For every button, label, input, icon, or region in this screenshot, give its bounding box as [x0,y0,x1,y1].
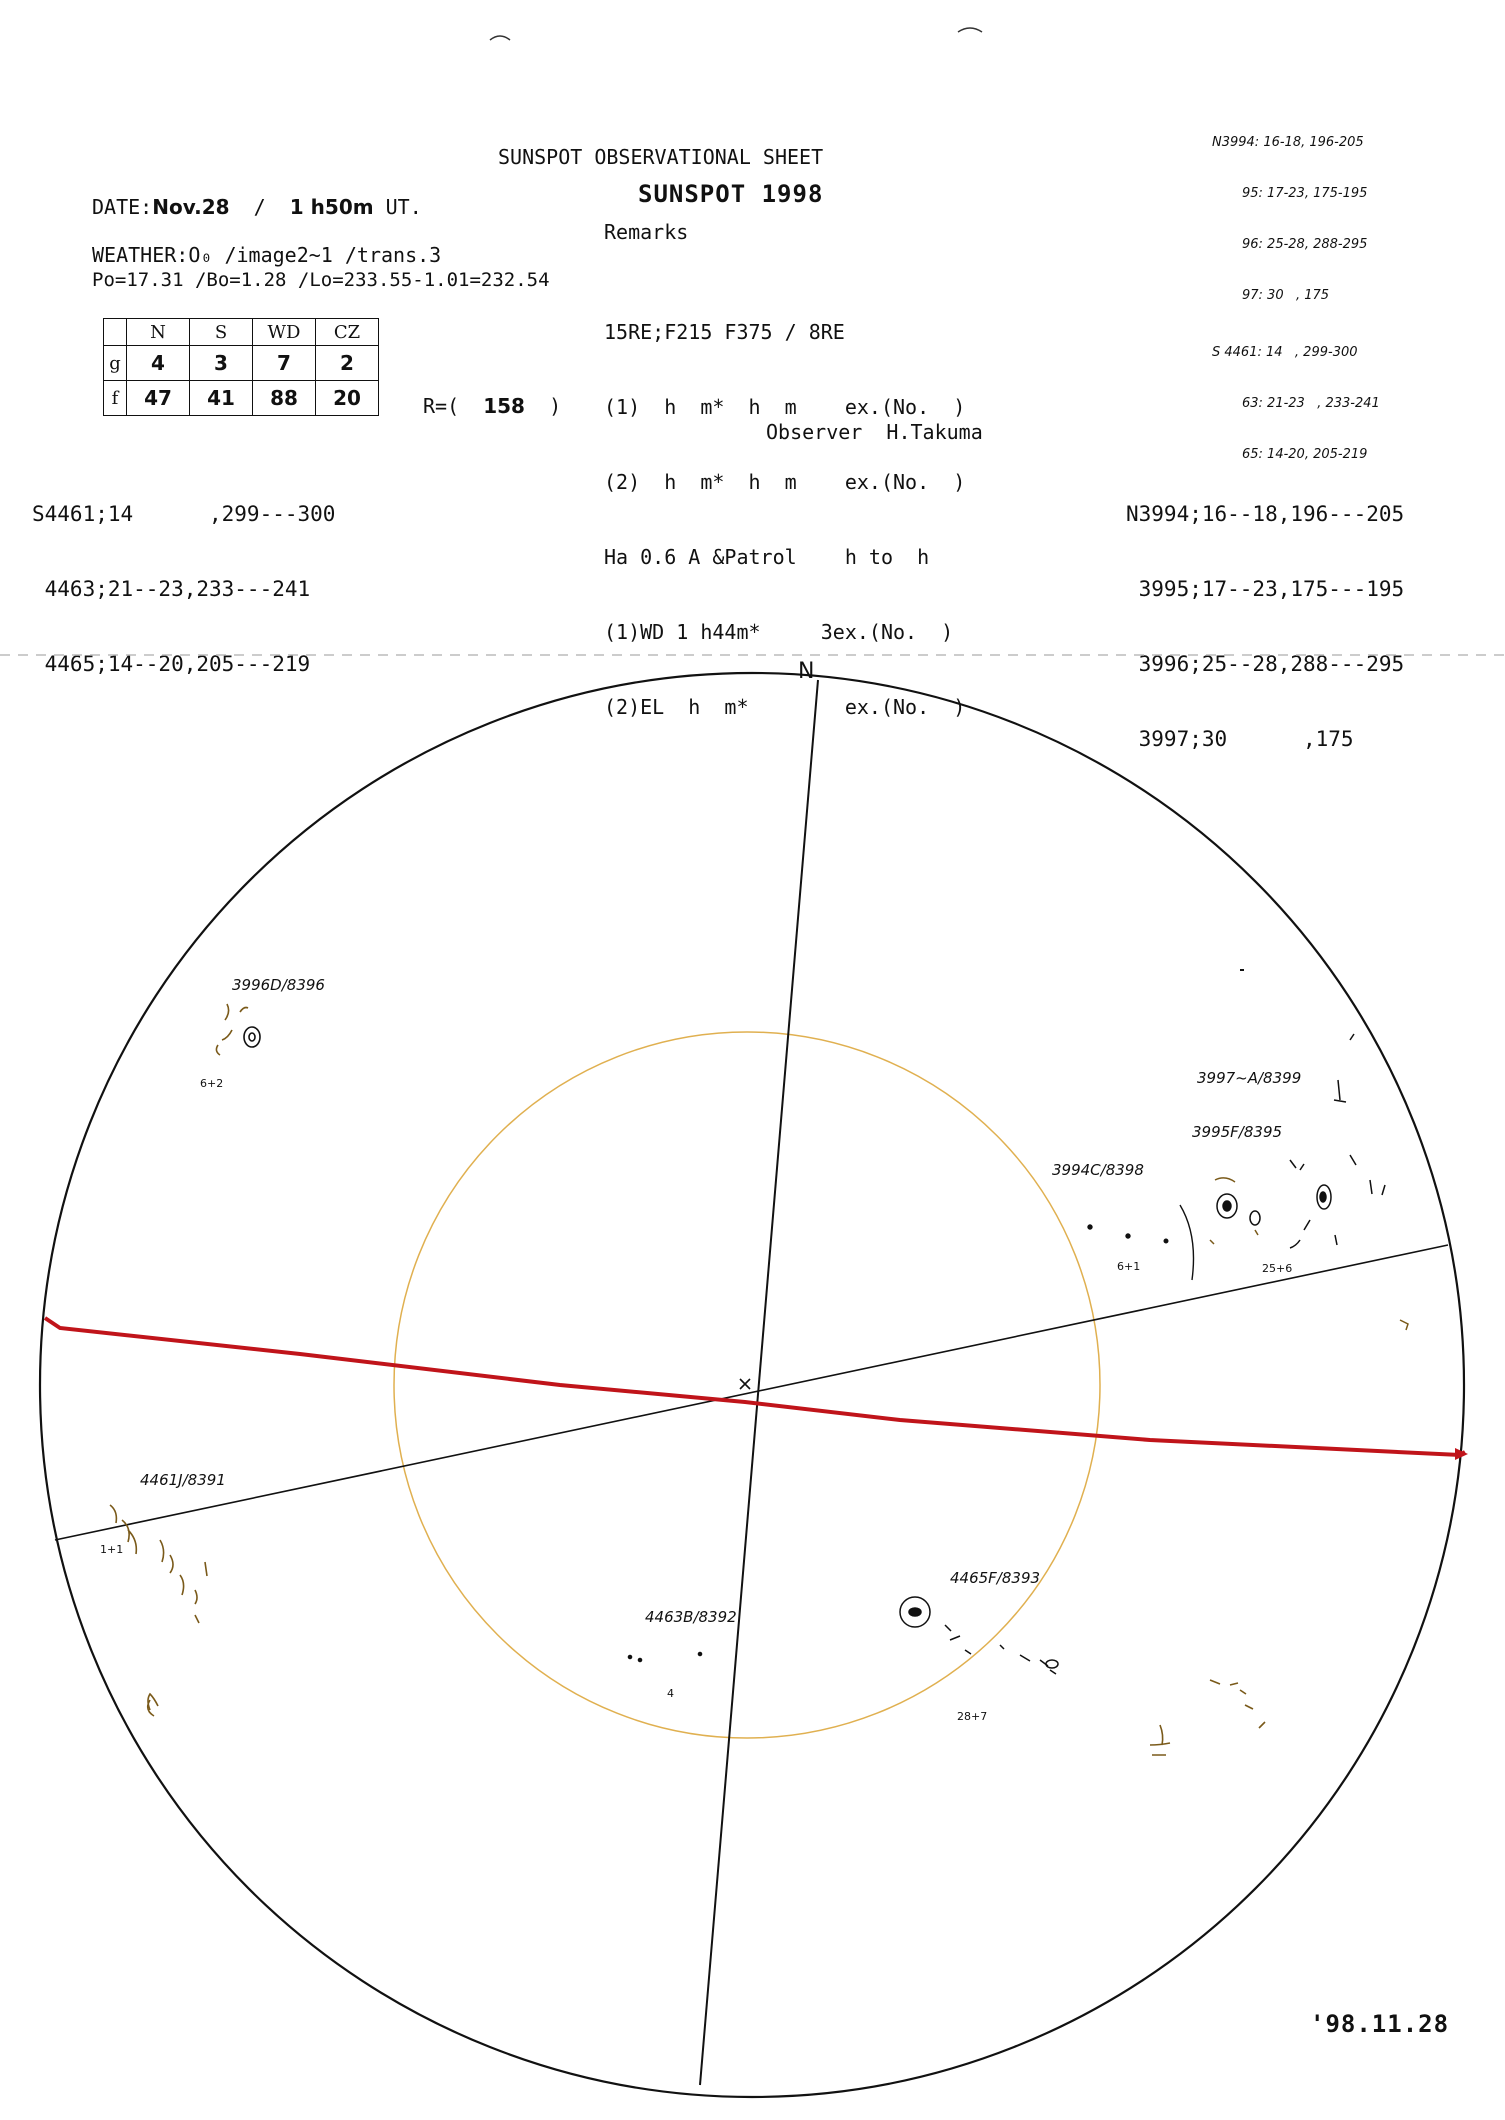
row-label: g [104,346,127,381]
note-line: N3994: 16-18, 196-205 [1212,135,1364,150]
date-value: Nov.28 [152,195,230,219]
row-label: f [104,381,127,416]
note-line: 96: 25-28, 288-295 [1242,237,1368,252]
list-item: 3997;30 ,175 [1126,727,1354,751]
east-west-axis [55,1245,1448,1540]
count-label: 28+7 [957,1710,988,1723]
sheet-title: SUNSPOT OBSERVATIONAL SHEET [498,145,824,169]
params-line: Po=17.31 /Bo=1.28 /Lo=233.55-1.01=232.54 [92,269,550,291]
remarks-label: Remarks [604,220,689,244]
remark-line: (2)EL h m* ex.(No. ) [604,695,966,719]
punch-mark [490,36,510,40]
solar-limb [40,673,1464,2097]
north-label: N [798,659,815,684]
group-label: 3997~A/8399 [1197,1069,1302,1087]
date-label: DATE: [92,195,153,219]
sunspot-group-3995-3997 [1180,1080,1385,1280]
count-label: 4 [667,1687,674,1700]
weather-line: WEATHER:O₀ /image2~1 /trans.3 [92,243,442,267]
group-label: 3995F/8395 [1192,1123,1283,1141]
table-cell: 4 [127,346,190,381]
table-cell: 88 [253,381,316,416]
note-line: 65: 14-20, 205-219 [1242,447,1368,462]
list-item: 4463;21--23,233---241 [32,577,311,601]
observer: Observer H.Takuma [766,420,983,444]
list-item: S4461;14 ,299---300 [32,502,336,526]
time-unit: UT. [385,195,422,219]
table-cell: 2 [316,346,379,381]
remark-line: Ha 0.6 A &Patrol h to h [604,545,930,569]
list-item: N3994;16--18,196---205 [1126,502,1405,526]
table-cell: 3 [190,346,253,381]
sunspot-group-4461 [110,1505,207,1716]
sunspot-group-3994 [1088,1225,1168,1243]
r-label: R=( [423,394,460,418]
count-label: 6+1 [1117,1260,1141,1273]
group-label: 4461J/8391 [140,1471,226,1489]
table-cell: 7 [253,346,316,381]
count-label: 1+1 [100,1543,124,1556]
group-label: 4463B/8392 [645,1608,737,1626]
table-cell: 41 [190,381,253,416]
punch-mark [958,28,982,32]
sunspot-group-4465 [900,1597,1058,1674]
center-marker [740,1379,750,1389]
note-line: 63: 21-23 , 233-241 [1242,396,1380,411]
note-line: 95: 17-23, 175-195 [1242,186,1368,201]
stamp-date: '98.11.28 [1310,2010,1450,2038]
col-header: S [190,319,253,346]
table-cell: 20 [316,381,379,416]
note-line: 97: 30 , 175 [1242,288,1330,303]
remark-line: (2) h m* h m ex.(No. ) [604,470,966,494]
group-label: 3994C/8398 [1052,1161,1144,1179]
spot-sketch [1400,1320,1408,1330]
sunspot-group-4463 [628,1652,701,1661]
r-close: ) [549,394,562,418]
note-line: S 4461: 14 , 299-300 [1212,345,1358,360]
count-label: 6+2 [200,1077,224,1090]
list-item: 4465;14--20,205---219 [32,652,311,676]
group-label: 3996D/8396 [232,976,325,994]
remark-line: 15RE;F215 F375 / 8RE [604,320,845,344]
group-label: 4465F/8393 [950,1569,1041,1587]
count-label: 25+6 [1262,1262,1293,1275]
time-value: 1 h50m [289,195,374,219]
list-item: 3995;17--23,175---195 [1126,577,1405,601]
sunspot-group-southwest [1150,1680,1265,1755]
remark-line: (1)WD 1 h44m* 3ex.(No. ) [604,620,954,644]
sunspot-group-3996 [216,1004,260,1055]
col-header: CZ [316,319,379,346]
time-separator: / [253,195,266,219]
col-header: WD [253,319,316,346]
table-cell: 47 [127,381,190,416]
list-item: 3996;25--28,288---295 [1126,652,1405,676]
r-number: 158 [483,394,525,418]
sheet-subtitle: SUNSPOT 1998 [638,180,824,208]
spot-dot [1350,1034,1354,1040]
remark-line: (1) h m* h m ex.(No. ) [604,395,966,419]
col-header: N [127,319,190,346]
